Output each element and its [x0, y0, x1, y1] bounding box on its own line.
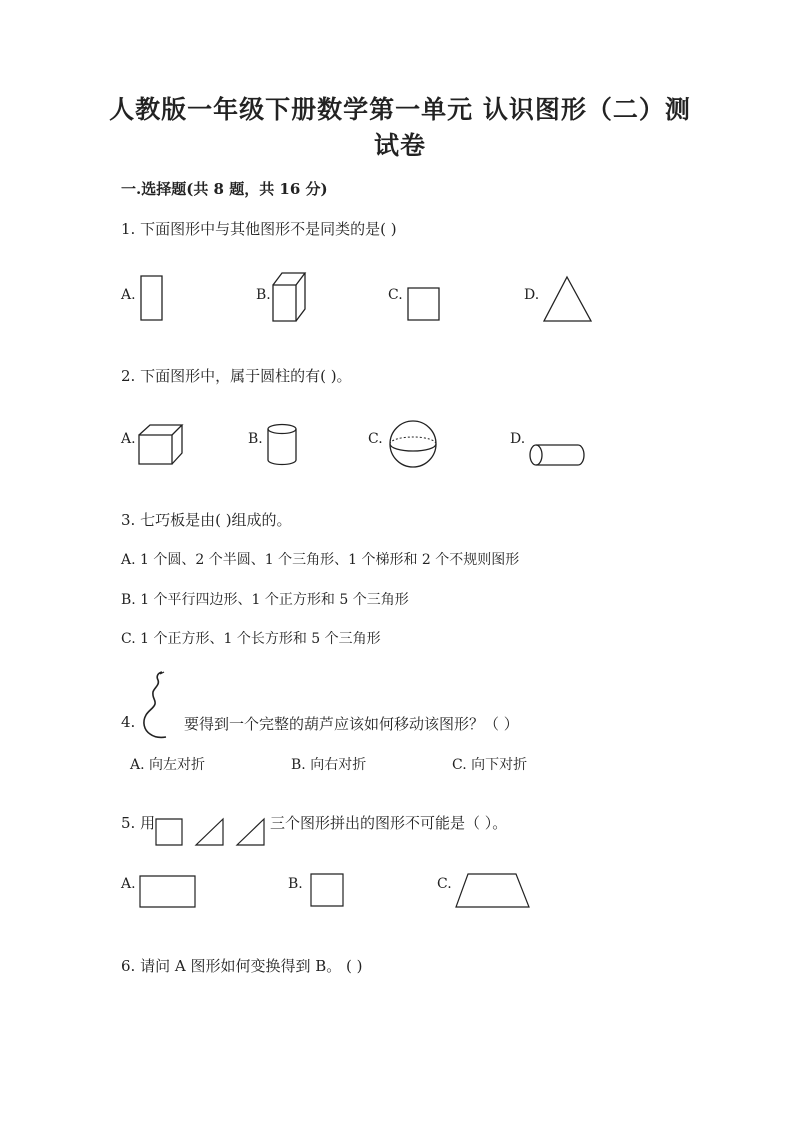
question-4-number: 4. — [121, 713, 136, 731]
q4-option-c: C. 向下对折 — [452, 757, 528, 773]
q1-option-a-label: A. — [121, 287, 136, 303]
question-4-text: 要得到一个完整的葫芦应该如何移动该图形？（ ） — [184, 715, 519, 733]
small-square-icon — [155, 818, 185, 848]
q3-option-c: C. 1 个正方形、1 个长方形和 5 个三角形 — [121, 631, 381, 647]
q3-option-b: B. 1 个平行四边形、1 个正方形和 5 个三角形 — [121, 592, 409, 608]
question-6-text: 6. 请问 A 图形如何变换得到 B。 ( ) — [121, 957, 363, 975]
cylinder-icon — [266, 423, 298, 467]
q1-option-b-label: B. — [256, 287, 271, 303]
trapezoid-icon — [455, 873, 531, 909]
triangle-icon — [543, 275, 593, 323]
tall-rectangle-icon — [140, 275, 164, 322]
sphere-icon — [388, 419, 438, 469]
rectangle-icon — [139, 875, 197, 909]
q3-option-a: A. 1 个圆、2 个半圆、1 个三角形、1 个梯形和 2 个不规则图形 — [121, 552, 520, 568]
cube-icon — [138, 424, 184, 466]
q2-option-b-label: B. — [248, 431, 263, 447]
question-5-prefix: 5. 用 — [121, 814, 156, 832]
q1-option-d-label: D. — [524, 287, 540, 303]
page-title-line1: 人教版一年级下册数学第一单元 认识图形（二）测 — [109, 95, 691, 124]
q5-option-c-label: C. — [437, 876, 452, 892]
q4-option-b: B. 向右对折 — [291, 757, 367, 773]
question-1-text: 1. 下面图形中与其他图形不是同类的是( ) — [121, 220, 397, 238]
right-triangle-icon — [195, 818, 227, 848]
square-icon — [407, 287, 441, 322]
question-5-text: 三个图形拼出的图形不可能是（ ）。 — [270, 814, 508, 832]
q4-option-a: A. 向左对折 — [130, 757, 206, 773]
question-2-text: 2. 下面图形中，属于圆柱的有( )。 — [121, 367, 352, 385]
q5-option-a-label: A. — [121, 876, 136, 892]
right-triangle-icon-2 — [236, 818, 268, 848]
question-3-text: 3. 七巧板是由( )组成的。 — [121, 511, 292, 529]
lying-cylinder-icon — [528, 443, 586, 469]
q2-option-d-label: D. — [510, 431, 526, 447]
q2-option-a-label: A. — [121, 431, 136, 447]
square-icon — [310, 873, 345, 908]
section-heading: 一.选择题(共 8 题，共 16 分) — [121, 180, 328, 198]
q5-option-b-label: B. — [288, 876, 303, 892]
page-title-line2: 试卷 — [373, 131, 426, 160]
q2-option-c-label: C. — [368, 431, 383, 447]
q1-option-c-label: C. — [388, 287, 403, 303]
cuboid-icon — [271, 271, 307, 323]
half-gourd-icon — [140, 670, 170, 740]
